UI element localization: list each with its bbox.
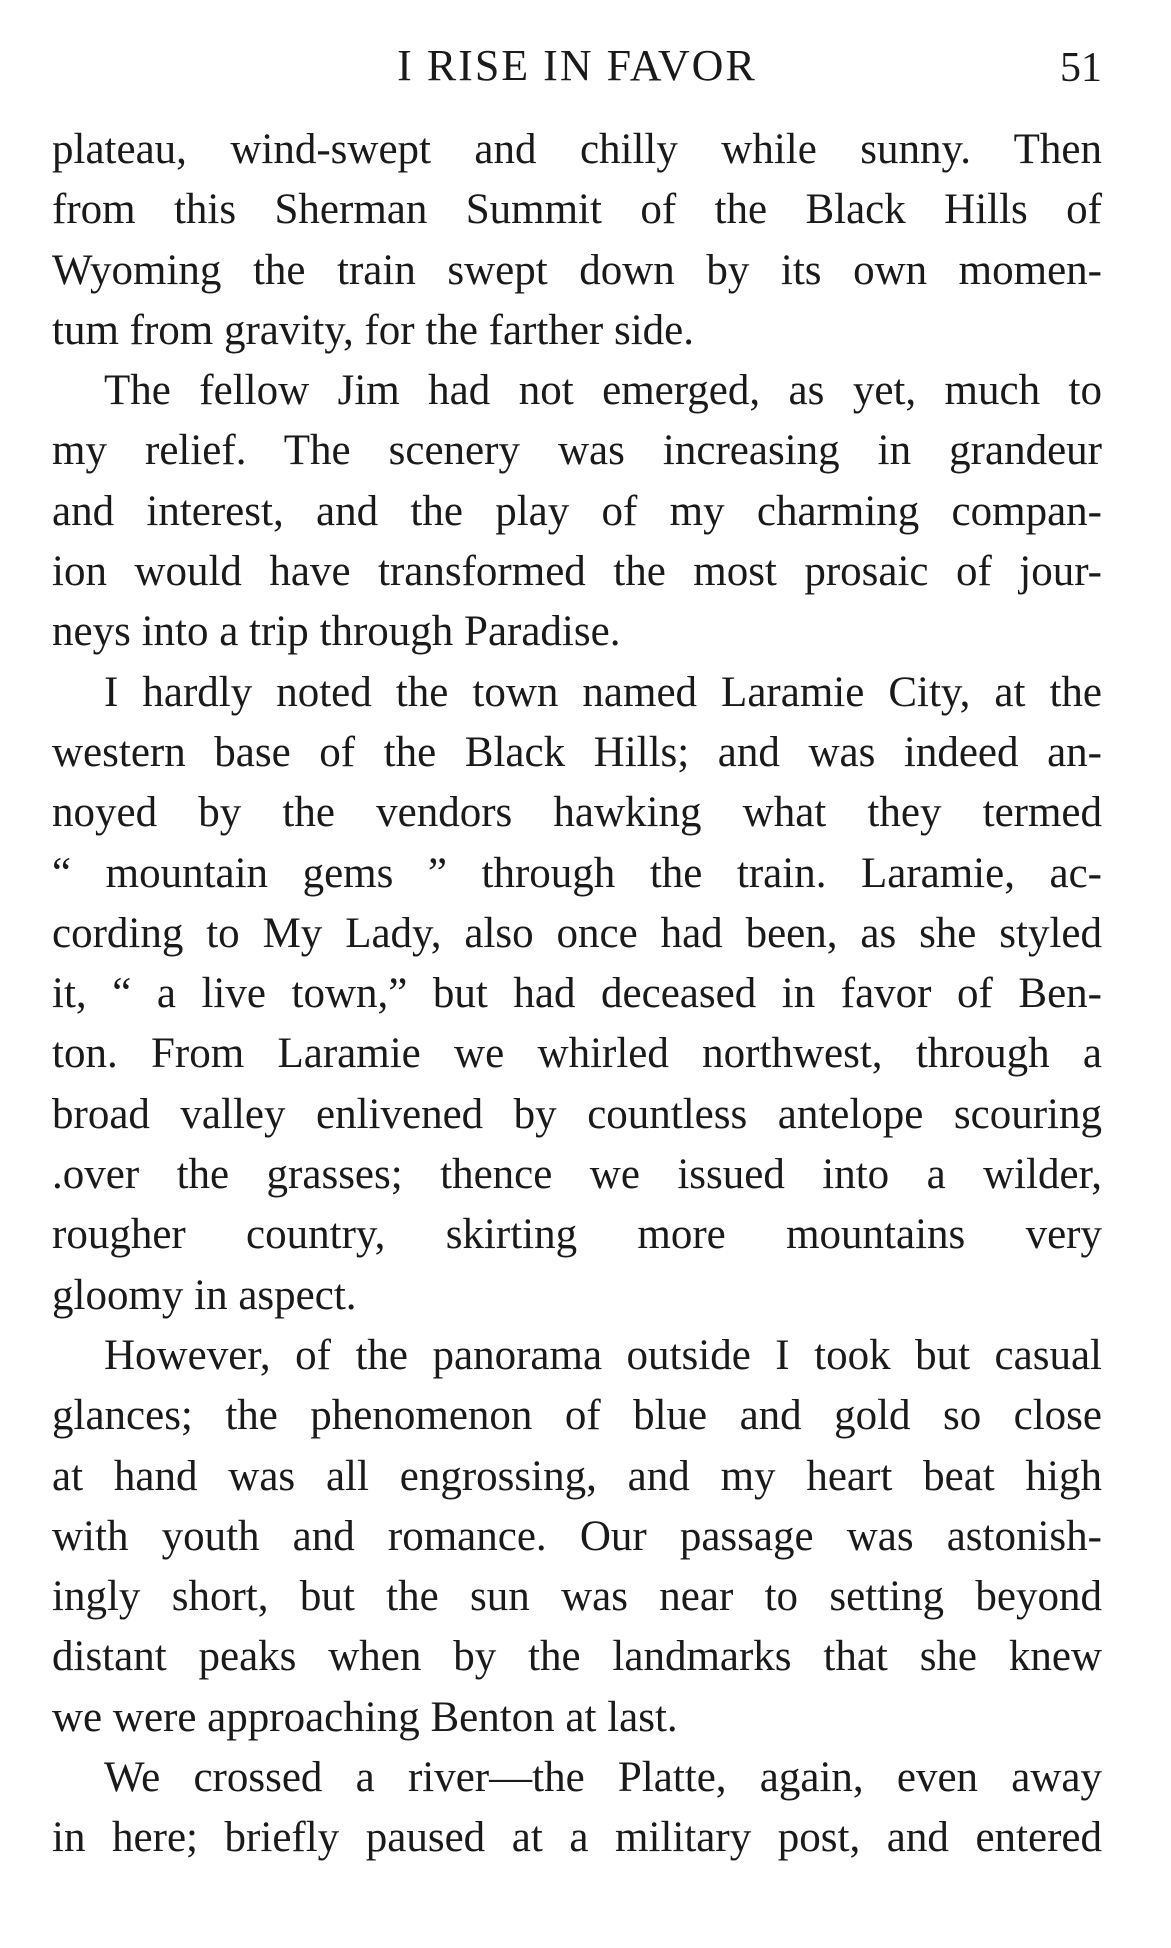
text-line: glances; the phenomenon of blue and gold so close <box>52 1392 1102 1440</box>
running-head <box>52 36 1102 96</box>
text-line: plateau, wind-swept and chilly while sunny. Then <box>52 126 1102 173</box>
text-line: gloomy in aspect. <box>52 1271 357 1319</box>
text-line: “ mountain gems ” through the train. Laramie, ac- <box>52 849 1102 897</box>
text-line: neys into a trip through Paradise. <box>52 608 621 656</box>
text-line: ton. From Laramie we whirled northwest, through a <box>52 1030 1102 1078</box>
text-line: Wyoming the train swept down by its own momen- <box>52 246 1102 294</box>
running-title: I RISE IN FAVOR <box>397 41 757 90</box>
text-line: in here; briefly paused at a military post, and entered <box>52 1814 1102 1862</box>
text-line: western base of the Black Hills; and was indeed an- <box>52 728 1102 776</box>
paragraph-3 <box>52 663 1102 1326</box>
text-line: distant peaks when by the landmarks that she knew <box>52 1633 1102 1681</box>
text-line: cording to My Lady, also once had been, as she styled <box>52 909 1102 957</box>
paragraph-5 <box>52 1748 1102 1869</box>
text-line: .over the grasses; thence we issued into a wilder, <box>52 1151 1102 1199</box>
paragraph-4 <box>52 1326 1102 1748</box>
text-line: we were approaching Benton at last. <box>52 1693 678 1741</box>
text-line: The fellow Jim had not emerged, as yet, much to <box>104 367 1102 415</box>
text-line: it, “ a live town,” but had deceased in favor of Ben- <box>52 970 1102 1018</box>
page-number: 51 <box>1060 45 1102 91</box>
paragraph-1 <box>52 120 1102 361</box>
text-line: noyed by the vendors hawking what they termed <box>52 789 1102 837</box>
text-line: tum from gravity, for the farther side. <box>52 306 694 354</box>
text-line: with youth and romance. Our passage was astonish- <box>52 1512 1102 1560</box>
text-line: broad valley enlivened by countless antelope scouring <box>52 1090 1102 1138</box>
text-line: ion would have transformed the most prosaic of jour- <box>52 548 1102 596</box>
text-line: from this Sherman Summit of the Black Hills of <box>52 186 1102 234</box>
text-line: However, of the panorama outside I took but casual <box>104 1331 1102 1379</box>
text-line: rougher country, skirting more mountains very <box>52 1211 1102 1259</box>
paragraph-2 <box>52 361 1102 662</box>
text-line: and interest, and the play of my charming compan- <box>52 487 1102 535</box>
text-line: ingly short, but the sun was near to setting beyond <box>52 1573 1102 1621</box>
text-line: I hardly noted the town named Laramie City, at the <box>104 668 1102 716</box>
text-line: at hand was all engrossing, and my heart beat high <box>52 1452 1102 1500</box>
body-text <box>52 120 1102 1869</box>
text-line: We crossed a river—the Platte, again, even away <box>104 1754 1102 1802</box>
text-line: my relief. The scenery was increasing in grandeur <box>52 427 1102 475</box>
